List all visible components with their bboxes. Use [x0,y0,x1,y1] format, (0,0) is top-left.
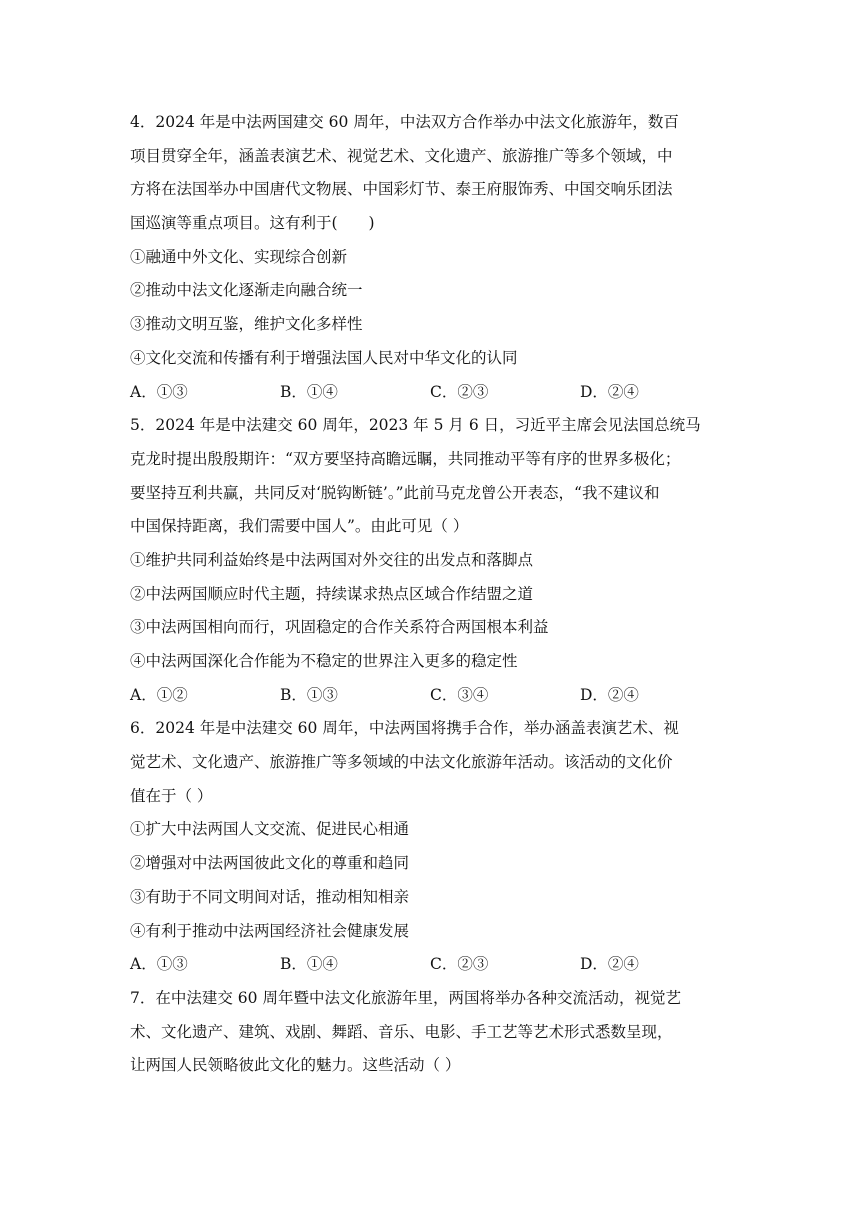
option-a: A．①② [130,685,188,704]
question-stem-line: 中国保持距离，我们需要中国人”。由此可见（ ） [130,517,469,536]
option-d: D．②④ [580,955,639,974]
question-stem-line: 术、文化遗产、建筑、戏剧、舞蹈、音乐、电影、手工艺等艺术形式悉数呈现， [130,1022,673,1041]
statement-3: ③有助于不同文明间对话，推动相知相亲 [130,887,410,906]
statement-2: ②中法两国顺应时代主题，持续谋求热点区域合作结盟之道 [130,584,534,603]
option-b: B．①④ [280,955,338,974]
question-stem-line: 值在于（ ） [130,786,213,805]
statement-1: ①扩大中法两国人文交流、促进民心相通 [130,820,410,839]
statement-2: ②增强对中法两国彼此文化的尊重和趋同 [130,854,410,873]
answer-options [130,376,736,410]
statement-4: ④有利于推动中法两国经济社会健康发展 [130,921,410,940]
question-stem-line: 要坚持互利共赢，共同反对‘脱钩断链’。”此前马克龙曾公开表态，“我不建议和 [130,483,660,502]
question-stem-line: 7．在中法建交 60 周年暨中法文化旅游年里，两国将举办各种交流活动，视觉艺 [130,988,681,1007]
option-d: D．②④ [580,685,639,704]
question-stem-line: 项目贯穿全年，涵盖表演艺术、视觉艺术、文化遗产、旅游推广等多个领域，中 [130,146,673,165]
statement-4: ④中法两国深化合作能为不稳定的世界注入更多的稳定性 [130,652,518,670]
option-c: C．③④ [430,685,489,704]
question-7 [130,982,736,1083]
question-stem-line: 让两国人民领略彼此文化的魅力。这些活动（ ） [130,1056,461,1075]
statement-2: ②推动中法文化逐渐走向融合统一 [130,281,363,300]
question-list [130,106,736,1083]
question-5 [130,409,736,712]
question-6 [130,712,736,982]
statement-3: ③中法两国相向而行，巩固稳定的合作关系符合两国根本利益 [130,618,549,637]
question-stem-line: 方将在法国举办中国唐代文物展、中国彩灯节、泰王府服饰秀、中国交响乐团法 [130,180,673,199]
question-stem-line: 6．2024 年是中法建交 60 周年，中法两国将携手合作，举办涵盖表演艺术、视 [130,719,679,738]
question-4 [130,106,736,409]
option-c: C．②③ [430,955,489,974]
question-stem-line: 5．2024 年是中法建交 60 周年，2023 年 5 月 6 日，习近平主席会见法国总统马 [130,416,701,435]
question-stem-line: 克龙时提出殷殷期许：“双方要坚持高瞻远瞩，共同推动平等有序的世界多极化； [130,449,681,468]
option-c: C．②③ [430,382,489,401]
option-d: D．②④ [580,382,639,401]
statement-3: ③推动文明互鉴，维护文化多样性 [130,315,363,334]
question-stem-line: 觉艺术、文化遗产、旅游推广等多领域的中法文化旅游年活动。该活动的文化价 [130,753,673,772]
answer-options [130,948,736,982]
question-stem-line: 4．2024 年是中法两国建交 60 周年，中法双方合作举办中法文化旅游年，数百 [130,113,679,131]
statement-4: ④文化交流和传播有利于增强法国人民对中华文化的认同 [130,348,518,367]
option-b: B．①④ [280,382,338,401]
option-a: A．①③ [130,382,188,401]
answer-options [130,679,736,713]
question-stem-line: 国巡演等重点项目。这有利于( ) [130,214,375,233]
statement-1: ①维护共同利益始终是中法两国对外交往的出发点和落脚点 [130,550,534,569]
option-a: A．①③ [130,955,188,974]
statement-1: ①融通中外文化、实现综合创新 [130,247,348,266]
option-b: B．①③ [280,685,338,704]
